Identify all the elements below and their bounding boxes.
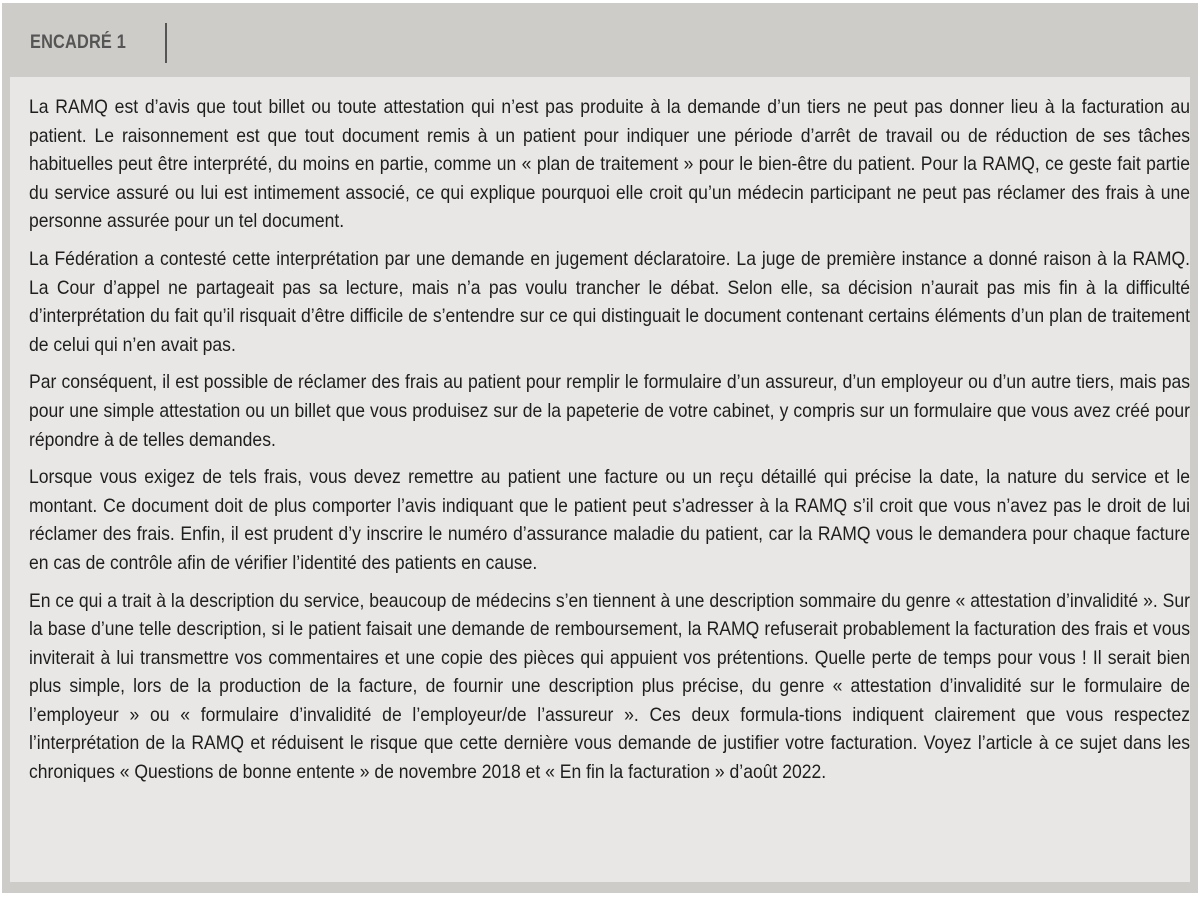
box-header [2, 3, 1198, 77]
box-body [10, 77, 1190, 882]
paragraph-2: La Fédération a contesté cette interprétation par une demande en jugement déclaratoire. La juge de première instance a donné raison à la RAMQ. La Cour d’appel ne partageait pas sa lecture, mais n’a pas voulu trancher le débat. Selon elle, sa décision n’aurait pas mis fin à la difficulté d’interprétation du fait qu’il risquait d’être difficile de s’entendre sur ce qui distinguait le document contenant certains éléments d’un plan de traitement de celui qui n’en avait pas. [29, 247, 1190, 356]
encadre-box [2, 3, 1198, 893]
box-content [29, 93, 1189, 796]
header-divider [165, 23, 167, 63]
paragraph-5: En ce qui a trait à la description du service, beaucoup de médecins s’en tiennent à une description sommaire du genre « attestation d’invalidité ». Sur la base d’une telle description, si le patient faisait une demande de remboursement, la RAMQ refuserait probablement la facturation des frais et vous inviterait à lui transmettre vos commentaires et une copie des pièces qui appuient vos prétentions. Quelle perte de temps pour vous ! Il serait bien plus simple, lors de la production de la facture, de fournir une description plus précise, du genre « attestation d’invalidité sur le formulaire de l’employeur » ou « formulaire d’invalidité de l’employeur/de l’assureur ». Ces deux formula-tions indiquent clairement que vous respectez l’interprétation de la RAMQ et réduisent le risque que cette dernière vous demande de justifier votre facturation. Voyez l’article à ce sujet dans les chroniques « Questions de bonne entente » de novembre 2018 et « En fin la facturation » d’août 2022. [29, 589, 1190, 784]
box-title: ENCADRÉ 1 [30, 32, 126, 53]
paragraph-3: Par conséquent, il est possible de réclamer des frais au patient pour remplir le formulaire d’un assureur, d’un employeur ou d’un autre tiers, mais pas pour une simple attestation ou un billet que vous produisez sur de la papeterie de votre cabinet, y compris sur un formulaire que vous avez créé pour répondre à de telles demandes. [29, 371, 1190, 451]
paragraph-4: Lorsque vous exigez de tels frais, vous devez remettre au patient une facture ou un reçu détaillé qui précise la date, la nature du service et le montant. Ce document doit de plus comporter l’avis indiquant que le patient peut s’adresser à la RAMQ s’il croit que vous n’avez pas le droit de lui réclamer des frais. Enfin, il est prudent d’y inscrire le numéro d’assurance maladie du patient, car la RAMQ vous le demandera pour chaque facture en cas de contrôle afin de vérifier l’identité des patients en cause. [29, 466, 1190, 574]
paragraph-1: La RAMQ est d’avis que tout billet ou toute attestation qui n’est pas produite à la demande d’un tiers ne peut pas donner lieu à la facturation au patient. Le raisonnement est que tout document remis à un patient pour indiquer une période d’arrêt de travail ou de réduction de ses tâches habituelles peut être interprété, du moins en partie, comme un « plan de traitement » pour le bien-être du patient. Pour la RAMQ, ce geste fait partie du service assuré ou lui est intimement associé, ce qui explique pourquoi elle croit qu’un médecin participant ne peut pas réclamer des frais à une personne assurée pour un tel document. [29, 96, 1190, 233]
